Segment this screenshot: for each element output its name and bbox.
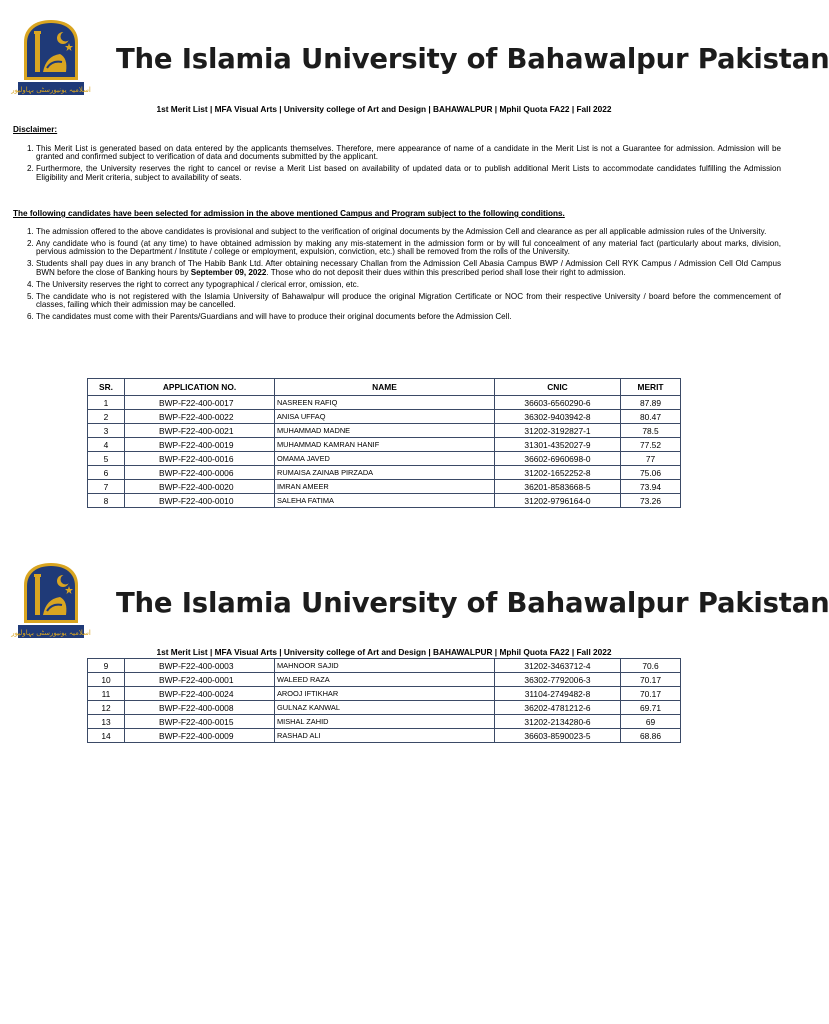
- subtitle-program: MFA Visual Arts: [214, 647, 277, 657]
- cell-application-no: BWP-F22-400-0001: [125, 673, 275, 687]
- cell-cnic: 31202-3192827-1: [495, 424, 621, 438]
- cell-name: ANISA UFFAQ: [275, 410, 495, 424]
- subtitle-separator: |: [492, 104, 500, 114]
- disclaimer-heading: Disclaimer:: [13, 125, 58, 134]
- logo-urdu-text: اسلامیہ یونیورسٹی بہاولپور: [11, 86, 91, 94]
- cell-name: MUHAMMAD KAMRAN HANIF: [275, 438, 495, 452]
- subtitle-college: | University college of Art and Design |: [277, 647, 434, 657]
- cell-cnic: 36302-7792006-3: [495, 673, 621, 687]
- cell-application-no: BWP-F22-400-0017: [125, 396, 275, 410]
- cell-name: IMRAN AMEER: [275, 480, 495, 494]
- cell-merit: 70.17: [621, 687, 681, 701]
- cell-application-no: BWP-F22-400-0020: [125, 480, 275, 494]
- cell-application-no: BWP-F22-400-0009: [125, 729, 275, 743]
- cell-name: WALEED RAZA: [275, 673, 495, 687]
- condition-item: 1. The admission offered to the above candidates is provisional and subject to the verification of original documents by the Admission Cell and clearance as per all applicable admission rules of the University.: [36, 228, 781, 236]
- cell-cnic: 31202-9796164-0: [495, 494, 621, 508]
- cell-merit: 78.5: [621, 424, 681, 438]
- cell-application-no: BWP-F22-400-0003: [125, 659, 275, 673]
- table-row: [88, 438, 681, 452]
- table-row: [88, 659, 681, 673]
- cell-name: RASHAD ALI: [275, 729, 495, 743]
- condition-item: 6. The candidates must come with their Parents/Guardians and will have to produce their original documents before the Admission Cell.: [36, 313, 781, 321]
- subtitle-separator: |: [569, 104, 577, 114]
- cell-merit: 73.26: [621, 494, 681, 508]
- cell-sr: 3: [88, 424, 125, 438]
- conditions-heading: The following candidates have been selected for admission in the above mentioned Campus and Program subject to the following conditions.: [13, 209, 565, 218]
- university-logo: [11, 561, 91, 641]
- table-row: [88, 410, 681, 424]
- cell-cnic: 36302-9403942-8: [495, 410, 621, 424]
- logo-urdu-text: اسلامیہ یونیورسٹی بہاولپور: [11, 629, 91, 637]
- cell-merit: 69: [621, 715, 681, 729]
- cell-merit: 73.94: [621, 480, 681, 494]
- cell-sr: 5: [88, 452, 125, 466]
- table-row: [88, 494, 681, 508]
- cell-application-no: BWP-F22-400-0008: [125, 701, 275, 715]
- cell-sr: 7: [88, 480, 125, 494]
- university-logo: [11, 18, 91, 98]
- cell-merit: 68.86: [621, 729, 681, 743]
- cell-cnic: 36603-8590023-5: [495, 729, 621, 743]
- subtitle-prefix: 1st Merit List |: [156, 104, 215, 114]
- cell-name: OMAMA JAVED: [275, 452, 495, 466]
- subtitle-quota: Mphil Quota FA22: [499, 647, 570, 657]
- condition-item: [36, 260, 781, 277]
- cell-application-no: BWP-F22-400-0019: [125, 438, 275, 452]
- subtitle-college: | University college of Art and Design |: [277, 104, 434, 114]
- cell-merit: 77.52: [621, 438, 681, 452]
- cell-merit: 75.06: [621, 466, 681, 480]
- cell-application-no: BWP-F22-400-0015: [125, 715, 275, 729]
- cell-merit: 69.71: [621, 701, 681, 715]
- cell-merit: 80.47: [621, 410, 681, 424]
- table-header-row: [88, 379, 681, 396]
- table-row: [88, 715, 681, 729]
- cell-sr: 12: [88, 701, 125, 715]
- col-header-application: APPLICATION NO.: [125, 379, 275, 396]
- cell-sr: 2: [88, 410, 125, 424]
- disclaimer-list: [13, 145, 781, 186]
- cell-cnic: 36202-4781212-6: [495, 701, 621, 715]
- table-row: [88, 396, 681, 410]
- cell-application-no: BWP-F22-400-0016: [125, 452, 275, 466]
- cell-merit: 87.89: [621, 396, 681, 410]
- cell-name: NASREEN RAFIQ: [275, 396, 495, 410]
- subtitle-campus: BAHAWALPUR: [433, 104, 493, 114]
- merit-table-body: [88, 659, 681, 743]
- cell-sr: 6: [88, 466, 125, 480]
- col-header-cnic: CNIC: [495, 379, 621, 396]
- cell-cnic: 36603-6560290-6: [495, 396, 621, 410]
- table-row: [88, 701, 681, 715]
- cell-sr: 13: [88, 715, 125, 729]
- condition-text: . Those who do not deposit their dues within this prescribed period shall lose their right to admission.: [266, 267, 626, 277]
- cell-name: SALEHA FATIMA: [275, 494, 495, 508]
- cell-application-no: BWP-F22-400-0022: [125, 410, 275, 424]
- table-row: [88, 424, 681, 438]
- page-title: The Islamia University of Bahawalpur Pakistan: [116, 43, 829, 75]
- cell-merit: 70.17: [621, 673, 681, 687]
- col-header-merit: MERIT: [621, 379, 681, 396]
- merit-table: [87, 378, 681, 508]
- subtitle-term: Fall 2022: [576, 104, 612, 114]
- disclaimer-item: 2. Furthermore, the University reserves the right to cancel or revise a Merit List based on availability of updated data or to publish additional Merit Lists to accommodate candidates fulfilling the Admission Eligibility and Merit criteria, subject to availability of seats.: [36, 165, 781, 182]
- cell-cnic: 36602-6960698-0: [495, 452, 621, 466]
- cell-application-no: BWP-F22-400-0024: [125, 687, 275, 701]
- condition-item: 4. The University reserves the right to correct any typographical / clerical error, omission, etc.: [36, 281, 781, 289]
- merit-table-body: [88, 396, 681, 508]
- page-title: The Islamia University of Bahawalpur Pakistan: [116, 587, 829, 619]
- cell-cnic: 31202-1652252-8: [495, 466, 621, 480]
- table-row: [88, 452, 681, 466]
- merit-list-subtitle: [0, 104, 768, 114]
- condition-text: Students shall pay dues in any branch of The Habib Bank Ltd. After obtaining necessary Challan from the Admission Cell Abasia Campus BWP / Admission Cell RYK Campus / Admission Cell Old Campus BWN before the close of Banking hours by: [36, 259, 781, 277]
- cell-application-no: BWP-F22-400-0010: [125, 494, 275, 508]
- subtitle-prefix: 1st Merit List |: [156, 647, 215, 657]
- condition-item: 5. The candidate who is not registered with the Islamia University of Bahawalpur will produce the original Migration Certificate or NOC from their respective University / board before the commencement of classes, failing which their admission may be cancelled.: [36, 293, 781, 310]
- conditions-list: [13, 228, 781, 325]
- disclaimer-item: 1. This Merit List is generated based on data entered by the applicants themselves. Therefore, mere appearance of name of a candidate in the Merit List is not a Guarantee for admission. Admission will be granted and confirmed subject to verification of data and documents submitted by the applicant.: [36, 145, 781, 162]
- merit-table-continued: [87, 658, 681, 743]
- cell-application-no: BWP-F22-400-0021: [125, 424, 275, 438]
- subtitle-separator: |: [569, 647, 577, 657]
- cell-cnic: 31202-3463712-4: [495, 659, 621, 673]
- table-row: [88, 480, 681, 494]
- cell-name: RUMAISA ZAINAB PIRZADA: [275, 466, 495, 480]
- cell-sr: 1: [88, 396, 125, 410]
- cell-cnic: 31104-2749482-8: [495, 687, 621, 701]
- table-row: [88, 729, 681, 743]
- cell-sr: 14: [88, 729, 125, 743]
- cell-sr: 8: [88, 494, 125, 508]
- subtitle-separator: |: [492, 647, 500, 657]
- subtitle-quota: Mphil Quota FA22: [499, 104, 570, 114]
- cell-name: MAHNOOR SAJID: [275, 659, 495, 673]
- table-row: [88, 687, 681, 701]
- cell-sr: 9: [88, 659, 125, 673]
- condition-item: 2. Any candidate who is found (at any time) to have obtained admission by making any mis-statement in the admission form or by will ful concealment of any material fact (particularly about marks, division, pervious admission to the Department / Institute / college or employment, expulsion, conviction, etc.) shall be removed from the rolls of the University.: [36, 240, 781, 257]
- col-header-name: NAME: [275, 379, 495, 396]
- col-header-sr: SR.: [88, 379, 125, 396]
- cell-sr: 4: [88, 438, 125, 452]
- cell-sr: 10: [88, 673, 125, 687]
- subtitle-campus: BAHAWALPUR: [433, 647, 493, 657]
- cell-name: MISHAL ZAHID: [275, 715, 495, 729]
- subtitle-term: Fall 2022: [576, 647, 612, 657]
- cell-cnic: 31301-4352027-9: [495, 438, 621, 452]
- cell-merit: 70.6: [621, 659, 681, 673]
- merit-list-subtitle: [0, 647, 768, 657]
- cell-name: MUHAMMAD MADNE: [275, 424, 495, 438]
- cell-name: GULNAZ KANWAL: [275, 701, 495, 715]
- subtitle-program: MFA Visual Arts: [214, 104, 277, 114]
- cell-cnic: 31202-2134280-6: [495, 715, 621, 729]
- table-row: [88, 673, 681, 687]
- cell-merit: 77: [621, 452, 681, 466]
- dues-deadline: September 09, 2022: [190, 267, 267, 277]
- cell-sr: 11: [88, 687, 125, 701]
- table-row: [88, 466, 681, 480]
- cell-application-no: BWP-F22-400-0006: [125, 466, 275, 480]
- cell-cnic: 36201-8583668-5: [495, 480, 621, 494]
- cell-name: AROOJ IFTIKHAR: [275, 687, 495, 701]
